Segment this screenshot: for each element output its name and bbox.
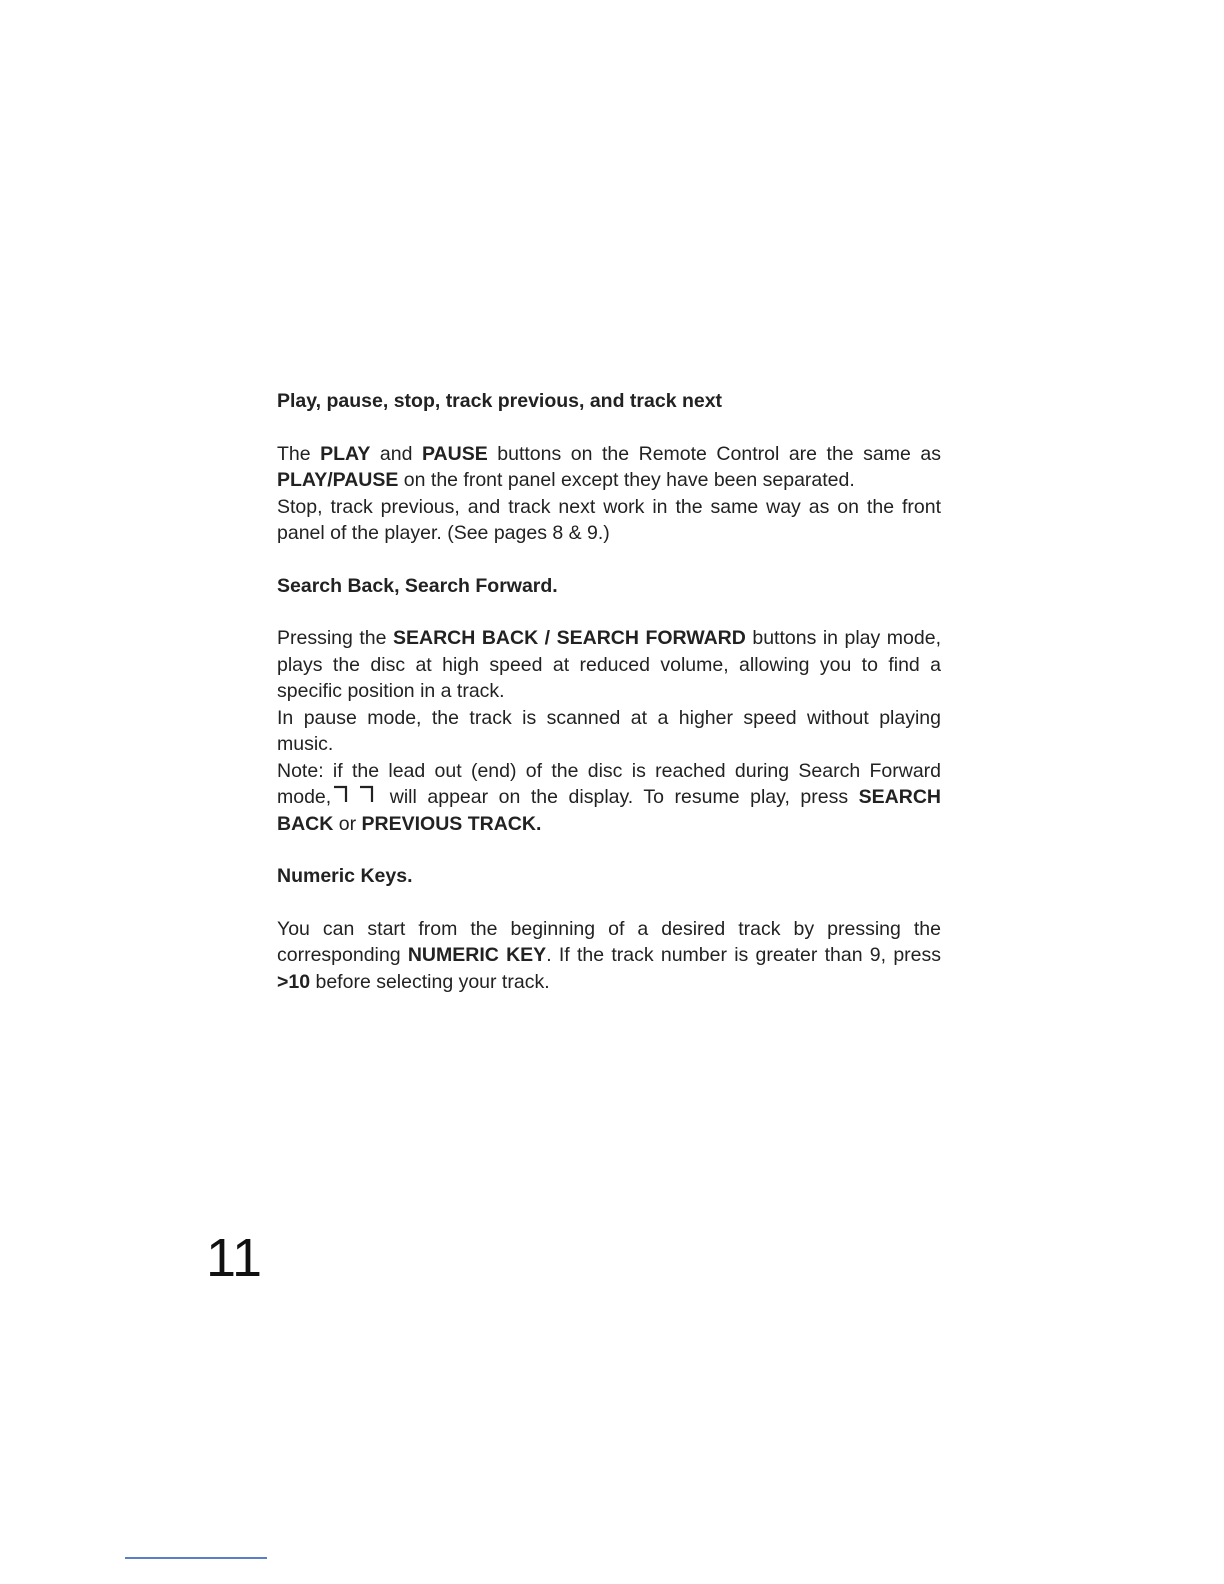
paragraph-play-pause-buttons (277, 441, 941, 494)
text: will appear on the display. To resume play, press (379, 786, 859, 808)
manual-page-content (277, 388, 941, 995)
section-heading-play-pause: Play, pause, stop, track previous, and track next (277, 390, 723, 412)
previous-track-keyword: PREVIOUS TRACK. (361, 812, 542, 835)
section-heading-numeric: Numeric Keys. (277, 865, 413, 887)
pause-keyword: PAUSE (421, 442, 488, 465)
display-end-segment-icon (333, 785, 377, 803)
footer-divider (125, 1557, 267, 1559)
search-back-keyword: SEARCH BACK (277, 786, 941, 835)
text: Pressing the (277, 627, 393, 649)
text: You can start from the beginning of a desired track by pressing the corresponding (277, 917, 941, 966)
page-number: 11 (206, 1228, 263, 1288)
text: on the front panel except they have been separated. (398, 469, 855, 491)
paragraph-search-buttons (277, 625, 941, 705)
search-keyword: SEARCH BACK / SEARCH FORWARD (393, 627, 746, 649)
text: The (277, 442, 321, 465)
text: buttons on the Remote Control are the same as (487, 442, 941, 465)
paragraph-pause-mode: In pause mode, the track is scanned at a higher speed without playing music. (277, 706, 941, 755)
play-keyword: PLAY (320, 442, 371, 465)
paragraph-search-note (277, 758, 941, 838)
text: Note: if the lead out (end) of the disc is reached during Search Forward mode, (277, 759, 941, 808)
text: . If the track number is greater than 9, press (546, 944, 942, 966)
section-heading-search: Search Back, Search Forward. (277, 574, 558, 597)
text: or (333, 812, 362, 835)
play-pause-keyword: PLAY/PAUSE (277, 469, 399, 491)
text: and (370, 442, 422, 465)
numeric-key-keyword: NUMERIC KEY (407, 944, 547, 966)
greater-than-ten-keyword: >10 (277, 970, 311, 993)
paragraph-numeric-keys (277, 916, 941, 996)
text: before selecting your track. (310, 970, 550, 993)
paragraph-stop-track: Stop, track previous, and track next work in the same way as on the front panel of the player. (See pages 8 & 9.) (277, 495, 941, 544)
text: buttons in play mode, plays the disc at high speed at reduced volume, allowing you to find a specific position in a track. (277, 627, 941, 702)
